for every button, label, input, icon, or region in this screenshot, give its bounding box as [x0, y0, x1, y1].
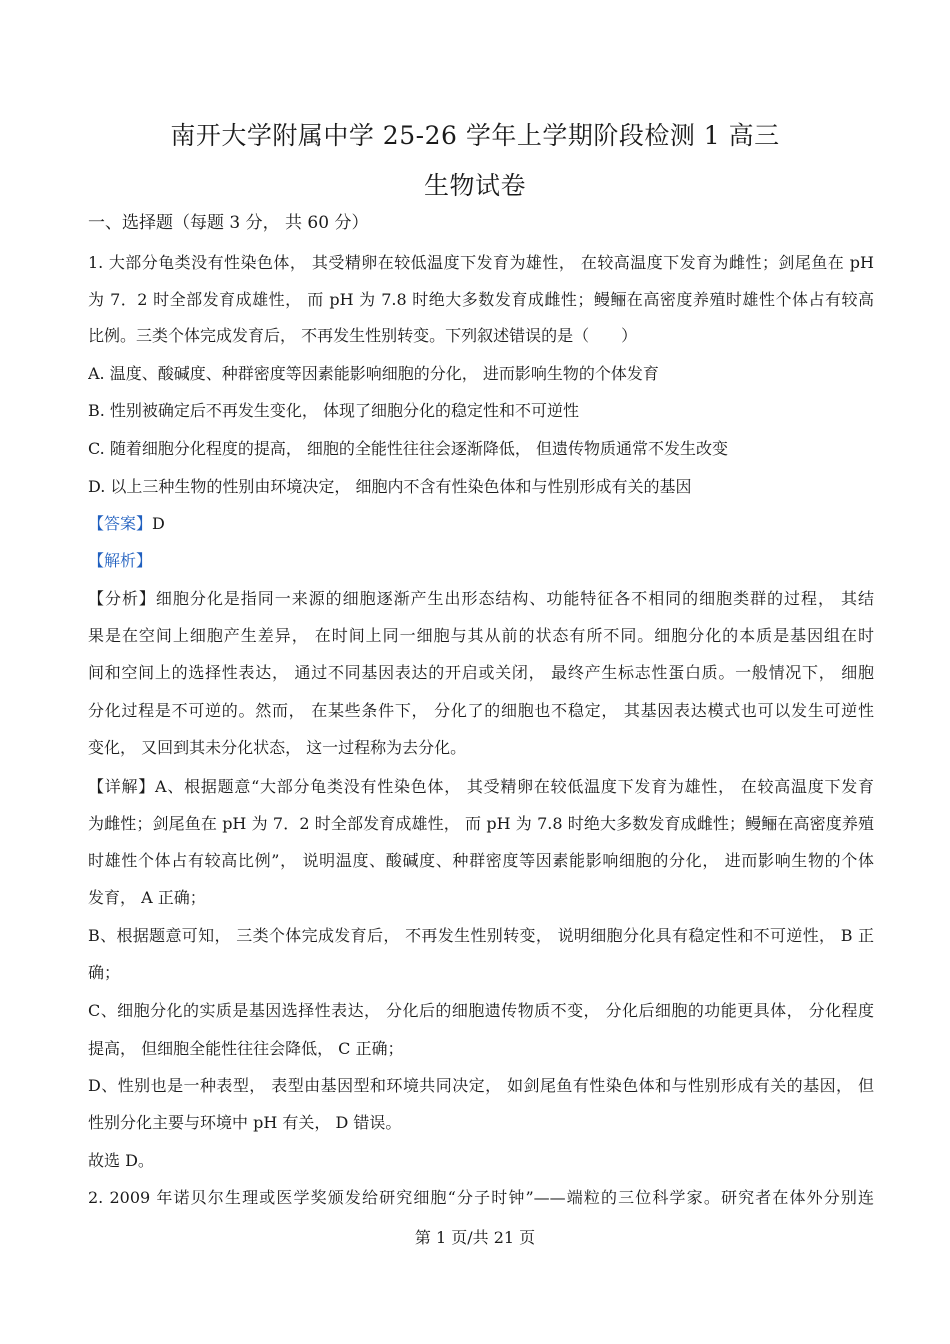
xiangjie-label: 【详解】: [88, 777, 156, 796]
xiangjie-line-9: D、性别也是一种表型， 表型由基因型和环境共同决定， 如剑尾鱼有性染色体和与性别形成有关的基因， 但: [88, 1076, 874, 1095]
xiangjie-text-1: A、根据题意“大部分龟类没有性染色体， 其受精卵在较低温度下发育为雄性， 在较高温度下发育: [155, 777, 874, 796]
answer-row: [88, 514, 874, 534]
xiangjie-line-7: C、细胞分化的实质是基因选择性表达， 分化后的细胞遗传物质不变， 分化后细胞的功能更具体， 分化程度: [88, 1001, 874, 1020]
q1-stem-line-1: 1. 大部分龟类没有性染色体， 其受精卵在较低温度下发育为雄性， 在较高温度下发育为雌性；剑尾鱼在 pH: [88, 253, 874, 272]
page-footer: 第 1 页/共 21 页: [414, 1228, 536, 1247]
xiangjie-line-1: [88, 777, 874, 797]
xiangjie-line-5: B、根据题意可知， 三类个体完成发育后， 不再发生性别转变， 说明细胞分化具有稳定性和不可逆性， B 正: [88, 926, 874, 945]
q1-option-a: A. 温度、酸碱度、种群密度等因素能影响细胞的分化， 进而影响生物的个体发育: [88, 364, 659, 383]
xiangjie-line-10: 性别分化主要与环境中 pH 有关， D 错误。: [88, 1113, 402, 1132]
fenxi-label: 【分析】: [88, 589, 156, 608]
fenxi-line-4: 分化过程是不可逆的。然而， 在某些条件下， 分化了的细胞也不稳定， 其基因表达模式也可以发生可逆性: [88, 701, 874, 720]
fenxi-line-5: 变化， 又回到其未分化状态， 这一过程称为去分化。: [88, 738, 467, 757]
xiangjie-line-6: 确；: [88, 963, 121, 982]
xiangjie-line-11: 故选 D。: [88, 1151, 154, 1170]
q1-option-c: C. 随着细胞分化程度的提高， 细胞的全能性往往会逐渐降低， 但遗传物质通常不发生改变: [88, 439, 729, 458]
section-heading: 一、选择题（每题 3 分， 共 60 分）: [88, 213, 369, 233]
xiangjie-line-3: 时雄性个体占有较高比例”， 说明温度、酸碱度、种群密度等因素能影响细胞的分化， 进而影响生物的个体: [88, 851, 874, 870]
exam-title-line2: 生物试卷: [423, 171, 526, 200]
q1-stem-line-2: 为 7．2 时全部发育成雄性， 而 pH 为 7.8 时绝大多数发育成雌性；鳗鲡在高密度养殖时雄性个体占有较高: [88, 290, 874, 309]
answer-label: 【答案】: [88, 514, 153, 533]
q2-stem-line-1: 2. 2009 年诺贝尔生理或医学奖颁发给研究细胞“分子时钟”——端粒的三位科学家。研究者在体外分别连: [88, 1188, 874, 1207]
fenxi-line-2: 果是在空间上细胞产生差异， 在时间上同一细胞与其从前的状态有所不同。细胞分化的本质是基因组在时: [88, 626, 874, 645]
fenxi-text-1: 细胞分化是指同一来源的细胞逐渐产生出形态结构、功能特征各不相同的细胞类群的过程， 其结: [155, 589, 874, 608]
xiangjie-line-8: 提高， 但细胞全能性往往会降低， C 正确；: [88, 1039, 404, 1058]
fenxi-line-1: [88, 589, 874, 609]
q1-option-d: D. 以上三种生物的性别由环境决定， 细胞内不含有性染色体和与性别形成有关的基因: [88, 477, 692, 496]
xiangjie-line-2: 为雌性；剑尾鱼在 pH 为 7．2 时全部发育成雄性， 而 pH 为 7.8 时绝大多数发育成雌性；鳗鲡在高密度养殖: [88, 814, 874, 833]
q1-stem-line-3: 比例。三类个体完成发育后， 不再发生性别转变。下列叙述错误的是（ ）: [88, 326, 638, 345]
analysis-row: [88, 551, 874, 571]
answer-value: D: [152, 514, 165, 533]
exam-title-line1: 南开大学附属中学 25-26 学年上学期阶段检测 1 高三: [170, 121, 780, 150]
q1-option-b: B. 性别被确定后不再发生变化， 体现了细胞分化的稳定性和不可逆性: [88, 401, 580, 420]
xiangjie-line-4: 发育， A 正确；: [88, 888, 206, 907]
analysis-label: 【解析】: [88, 551, 153, 570]
fenxi-line-3: 间和空间上的选择性表达， 通过不同基因表达的开启或关闭， 最终产生标志性蛋白质。一般情况下， 细胞: [88, 663, 874, 682]
